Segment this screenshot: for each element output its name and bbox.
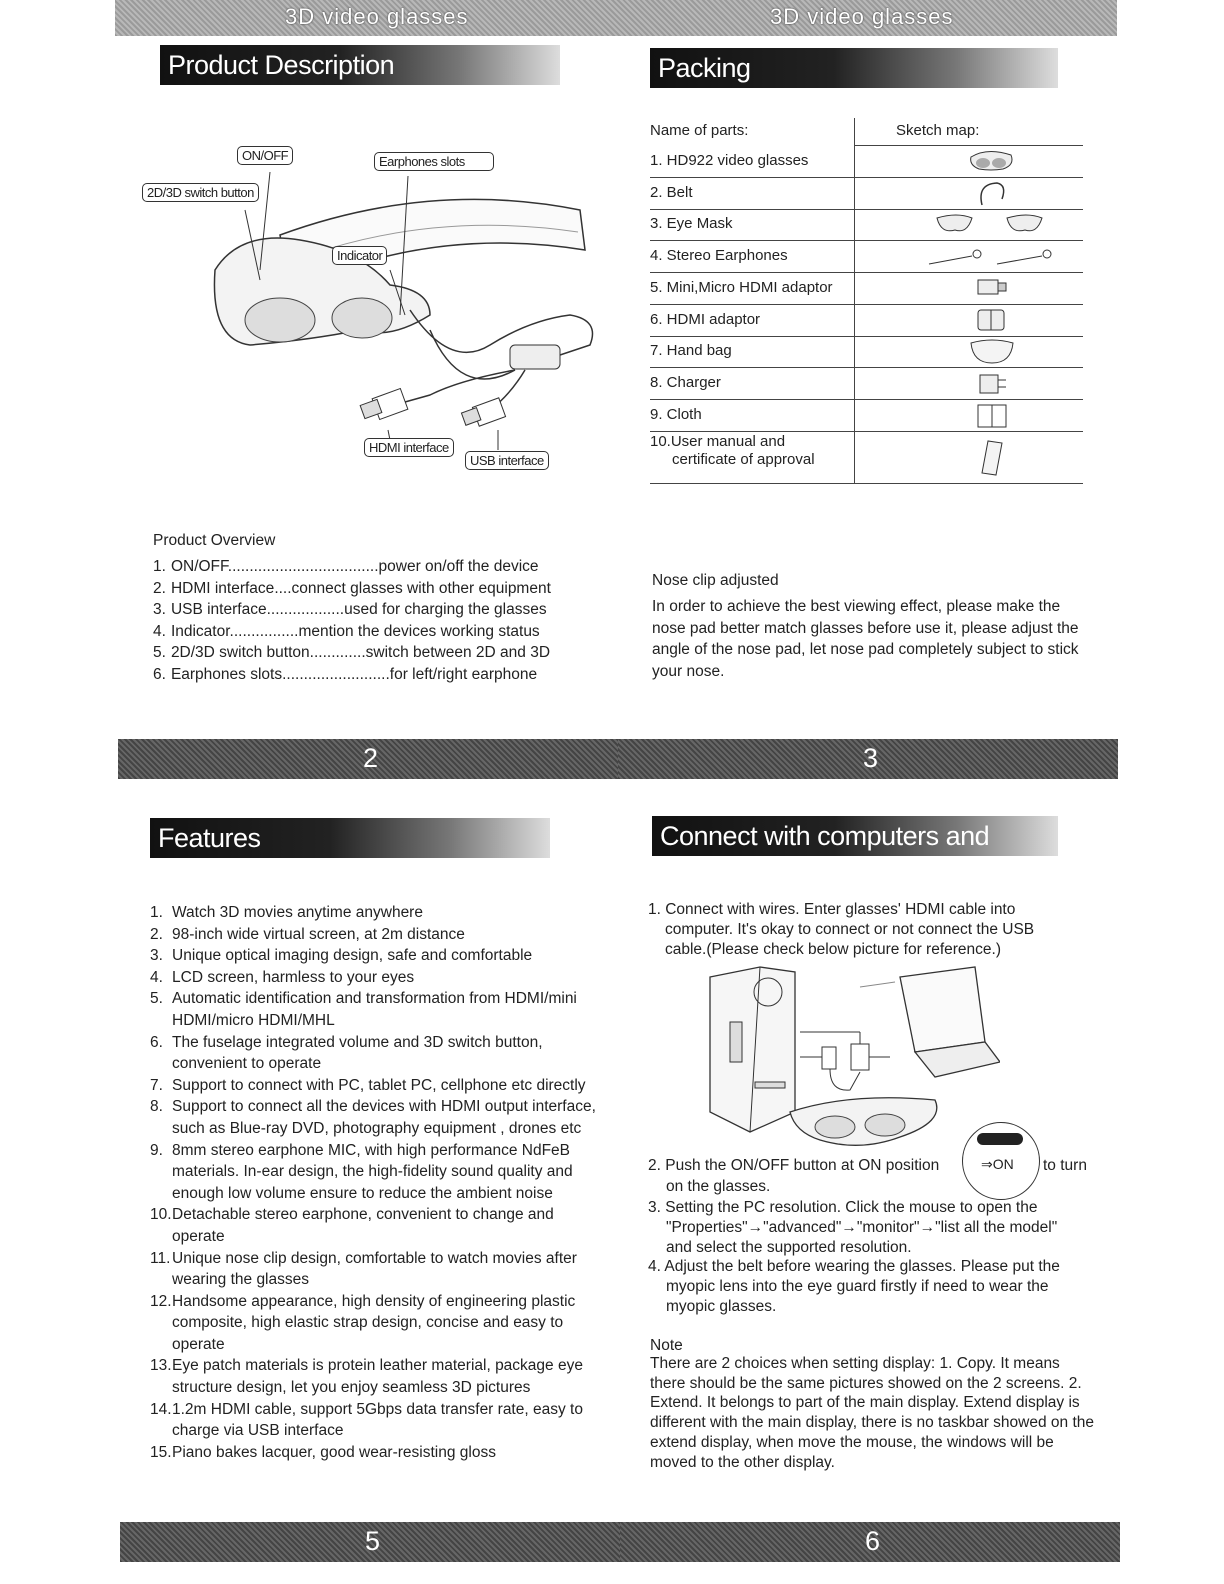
feature-item bbox=[150, 1399, 605, 1442]
feature-text: Piano bakes lacquer, good wear-resisting gloss bbox=[172, 1443, 496, 1461]
packing-item-name: 10.User manual and bbox=[650, 433, 786, 451]
callout-2d3d-switch: 2D/3D switch button bbox=[142, 183, 259, 202]
feature-number: 11. bbox=[150, 1249, 171, 1267]
overview-item-dots: ................................... bbox=[227, 558, 379, 575]
packing-item-name: 4. Stereo Earphones bbox=[650, 247, 788, 265]
page-number-3: 3 bbox=[863, 743, 879, 773]
feature-text: Handsome appearance, high density of engineering plastic composite, high elastic strap design, concise and easy to operate bbox=[172, 1292, 576, 1353]
charger-icon bbox=[900, 368, 1083, 398]
overview-item-dots: .... bbox=[274, 579, 292, 597]
feature-number: 1. bbox=[150, 904, 163, 921]
packing-row bbox=[650, 178, 1083, 210]
manual-icon bbox=[900, 431, 1083, 483]
overview-item-desc: switch between 2D and 3D bbox=[365, 644, 551, 662]
packing-row bbox=[650, 209, 1083, 241]
packing-row bbox=[650, 273, 1083, 305]
feature-number: 6. bbox=[150, 1033, 163, 1051]
feature-text: 8mm stereo earphone MIC, with high performance NdFeB materials. In-ear design, the high-fidelity sound quality and enough low volume ensure to reduce the ambient noise bbox=[172, 1141, 573, 1202]
packing-item-name: 2. Belt bbox=[650, 183, 693, 201]
overview-item-dots: ............. bbox=[309, 644, 366, 662]
feature-text: Watch 3D movies anytime anywhere bbox=[172, 904, 423, 921]
feature-text: 1.2m HDMI cable, support 5Gbps data transfer rate, easy to charge via USB interface bbox=[172, 1400, 583, 1440]
feature-text: Automatic identification and transformation from HDMI/mini HDMI/micro HDMI/MHL bbox=[172, 990, 577, 1029]
note-text: There are 2 choices when setting display: 1. Copy. It means there should be the same pictures showed on the 2 screens. 2. Extend. It belongs to part of the main display. Extend display is different with the main display, there is no taskbar showed on the extend display, when move the mouse, the windows will be moved to the other display. bbox=[650, 1355, 1095, 1471]
feature-text: Support to connect all the devices with HDMI output interface, such as Blue-ray DVD, photography equipment , drones etc bbox=[172, 1098, 596, 1137]
overview-item bbox=[153, 578, 593, 600]
overview-item bbox=[153, 599, 593, 621]
top-band-left-title: 3D video glasses bbox=[285, 4, 469, 29]
overview-item-name: Indicator bbox=[170, 622, 230, 640]
packing-row bbox=[650, 431, 1083, 484]
overview-item-name: Earphones slots bbox=[170, 665, 283, 683]
overview-item-dots: .................. bbox=[266, 601, 345, 619]
overview-item-desc: for left/right earphone bbox=[389, 665, 538, 683]
feature-number: 7. bbox=[150, 1076, 163, 1094]
cloth-icon bbox=[900, 400, 1083, 430]
overview-item-name: USB interface bbox=[170, 601, 267, 619]
feature-number: 9. bbox=[150, 1141, 163, 1159]
product-overview-title: Product Overview bbox=[153, 532, 276, 549]
feature-number: 8. bbox=[150, 1098, 163, 1116]
belt-icon bbox=[900, 178, 1083, 208]
callout-earphones-slots: Earphones slots bbox=[374, 152, 494, 171]
overview-item bbox=[153, 664, 593, 686]
switch-slider-icon bbox=[977, 1133, 1023, 1145]
callout-onoff: ON/OFF bbox=[237, 146, 293, 165]
feature-number: 5. bbox=[150, 990, 163, 1008]
packing-col-sketch: Sketch map: bbox=[896, 122, 980, 139]
page-number-6: 6 bbox=[865, 1526, 881, 1556]
connect-step-4-text: 4. Adjust the belt before wearing the glasses. Please put the myopic lens into the eye guard firstly if need to wear the myopic glasses. bbox=[648, 1258, 1060, 1315]
top-band-right-title: 3D video glasses bbox=[770, 4, 954, 29]
packing-item-name-2: certificate of approval bbox=[672, 451, 815, 469]
packing-item-name: 3. Eye Mask bbox=[650, 215, 733, 233]
note-title: Note bbox=[650, 1337, 683, 1354]
feature-item bbox=[150, 1075, 605, 1097]
overview-item-num: 5. bbox=[153, 644, 166, 662]
packing-item-name: 8. Charger bbox=[650, 373, 721, 391]
feature-number: 14. bbox=[150, 1400, 172, 1418]
packing-row bbox=[650, 146, 1083, 178]
packing-item-name: 7. Hand bag bbox=[650, 342, 732, 360]
page-bar-2 bbox=[118, 739, 618, 779]
top-band bbox=[115, 0, 1117, 36]
feature-item bbox=[150, 967, 605, 989]
page-bar-5 bbox=[120, 1522, 620, 1562]
overview-item bbox=[153, 621, 593, 643]
overview-item bbox=[153, 642, 593, 664]
overview-item-desc: connect glasses with other equipment bbox=[291, 579, 551, 597]
feature-text: LCD screen, harmless to your eyes bbox=[172, 968, 415, 986]
feature-number: 4. bbox=[150, 968, 163, 986]
feature-item bbox=[150, 1140, 605, 1205]
page-number-2: 2 bbox=[363, 743, 379, 773]
overview-item-desc: used for charging the glasses bbox=[344, 601, 547, 619]
connect-step-2-a: 2. Push the ON/OFF button at ON position bbox=[648, 1157, 940, 1174]
packing-row bbox=[650, 400, 1083, 432]
feature-item bbox=[150, 1032, 605, 1075]
connect-step-3-text: 3. Setting the PC resolution. Click the mouse to open the "Properties"→"advanced"→"monitor"→"list all the model" and select the supported resolution. bbox=[648, 1199, 1058, 1256]
hdmi-adaptor-icon bbox=[900, 305, 1083, 335]
feature-number: 3. bbox=[150, 947, 163, 965]
connect-step-4 bbox=[648, 1257, 1098, 1317]
overview-item-name: 2D/3D switch button bbox=[170, 644, 310, 662]
feature-item bbox=[150, 924, 605, 946]
packing-item-name: 9. Cloth bbox=[650, 405, 702, 423]
feature-number: 13. bbox=[150, 1357, 172, 1375]
overview-item-name: HDMI interface bbox=[170, 579, 275, 597]
feature-item bbox=[150, 1248, 605, 1291]
packing-row bbox=[650, 241, 1083, 273]
feature-number: 12. bbox=[150, 1292, 172, 1310]
feature-item bbox=[150, 1442, 605, 1464]
overview-item-num: 2. bbox=[153, 579, 166, 597]
packing-item-name: 5. Mini,Micro HDMI adaptor bbox=[650, 278, 833, 296]
feature-text: The fuselage integrated volume and 3D switch button, convenient to operate bbox=[172, 1033, 543, 1073]
packing-row bbox=[650, 305, 1083, 337]
feature-item bbox=[150, 945, 605, 967]
feature-item bbox=[150, 1355, 605, 1398]
overview-item-num: 3. bbox=[153, 601, 166, 619]
feature-number: 2. bbox=[150, 925, 163, 943]
overview-item-num: 1. bbox=[153, 558, 166, 575]
on-switch-illustration bbox=[962, 1122, 1040, 1200]
packing-row bbox=[650, 368, 1083, 400]
packing-col-name: Name of parts: bbox=[650, 122, 749, 139]
feature-text: Eye patch materials is protein leather material, package eye structure design, let you enjoy seamless 3D pictures bbox=[172, 1357, 583, 1397]
bag-icon bbox=[900, 336, 1083, 366]
callout-hdmi-interface: HDMI interface bbox=[364, 438, 454, 457]
connection-illustration bbox=[700, 962, 1000, 1162]
glasses-icon bbox=[900, 146, 1083, 176]
overview-item-num: 4. bbox=[153, 622, 166, 640]
packing-header: Packing bbox=[650, 48, 1058, 88]
packing-row bbox=[650, 336, 1083, 368]
feature-item bbox=[150, 1291, 605, 1356]
overview-item bbox=[153, 556, 593, 578]
connect-step-1-text: 1. Connect with wires. Enter glasses' HDMI cable into computer. It's okay to connect or not connect the USB cable.(Please check below picture for reference.) bbox=[648, 901, 1035, 958]
feature-text: Support to connect with PC, tablet PC, cellphone etc directly bbox=[172, 1076, 586, 1094]
nose-clip-text: In order to achieve the best viewing effect, please make the nose pad better match glasses before use it, please adjust the angle of the nose pad, let nose pad completely subject to stick your nose. bbox=[652, 598, 1079, 680]
callout-usb-interface: USB interface bbox=[465, 451, 549, 470]
overview-item-name: ON/OFF bbox=[170, 558, 228, 575]
adaptor-icon bbox=[900, 273, 1083, 303]
feature-item bbox=[150, 1204, 605, 1247]
feature-item bbox=[150, 988, 605, 1031]
eye-mask-icon bbox=[900, 209, 1083, 239]
overview-item-dots: ......................... bbox=[282, 665, 390, 683]
feature-text: Unique nose clip design, comfortable to watch movies after wearing the glasses bbox=[172, 1249, 577, 1289]
connect-step-1 bbox=[648, 900, 1073, 960]
nose-clip-title: Nose clip adjusted bbox=[652, 572, 779, 589]
page-bar-3 bbox=[618, 739, 1118, 779]
feature-text: Unique optical imaging design, safe and comfortable bbox=[172, 947, 533, 965]
connect-header: Connect with computers and laptops bbox=[652, 816, 1058, 856]
product-overview-list bbox=[153, 556, 593, 686]
packing-item-name: 6. HDMI adaptor bbox=[650, 310, 761, 328]
packing-item-name: 1. HD922 video glasses bbox=[650, 152, 809, 169]
product-description-header: Product Description bbox=[160, 45, 560, 85]
overview-item-dots: ................ bbox=[229, 622, 299, 640]
overview-item-desc: mention the devices working status bbox=[298, 622, 540, 640]
feature-text: Detachable stereo earphone, convenient to change and operate bbox=[172, 1206, 554, 1245]
connect-step-2-c: on the glasses. bbox=[666, 1178, 771, 1195]
features-header: Features bbox=[150, 818, 550, 858]
connect-step-2-b: to turn bbox=[1043, 1157, 1087, 1174]
features-list bbox=[150, 902, 605, 1463]
earphones-icon bbox=[900, 241, 1083, 271]
overview-item-num: 6. bbox=[153, 665, 166, 683]
connect-step-3 bbox=[648, 1198, 1078, 1258]
page-bar-6 bbox=[620, 1522, 1120, 1562]
page-number-5: 5 bbox=[365, 1526, 381, 1556]
overview-item-desc: power on/off the device bbox=[378, 558, 539, 575]
callout-indicator: Indicator bbox=[332, 246, 387, 265]
feature-item bbox=[150, 902, 605, 924]
switch-on-label: ⇒ON bbox=[981, 1156, 1014, 1172]
feature-number: 15. bbox=[150, 1443, 172, 1461]
feature-item bbox=[150, 1096, 605, 1139]
feature-number: 10. bbox=[150, 1206, 172, 1224]
feature-text: 98-inch wide virtual screen, at 2m distance bbox=[172, 925, 465, 943]
